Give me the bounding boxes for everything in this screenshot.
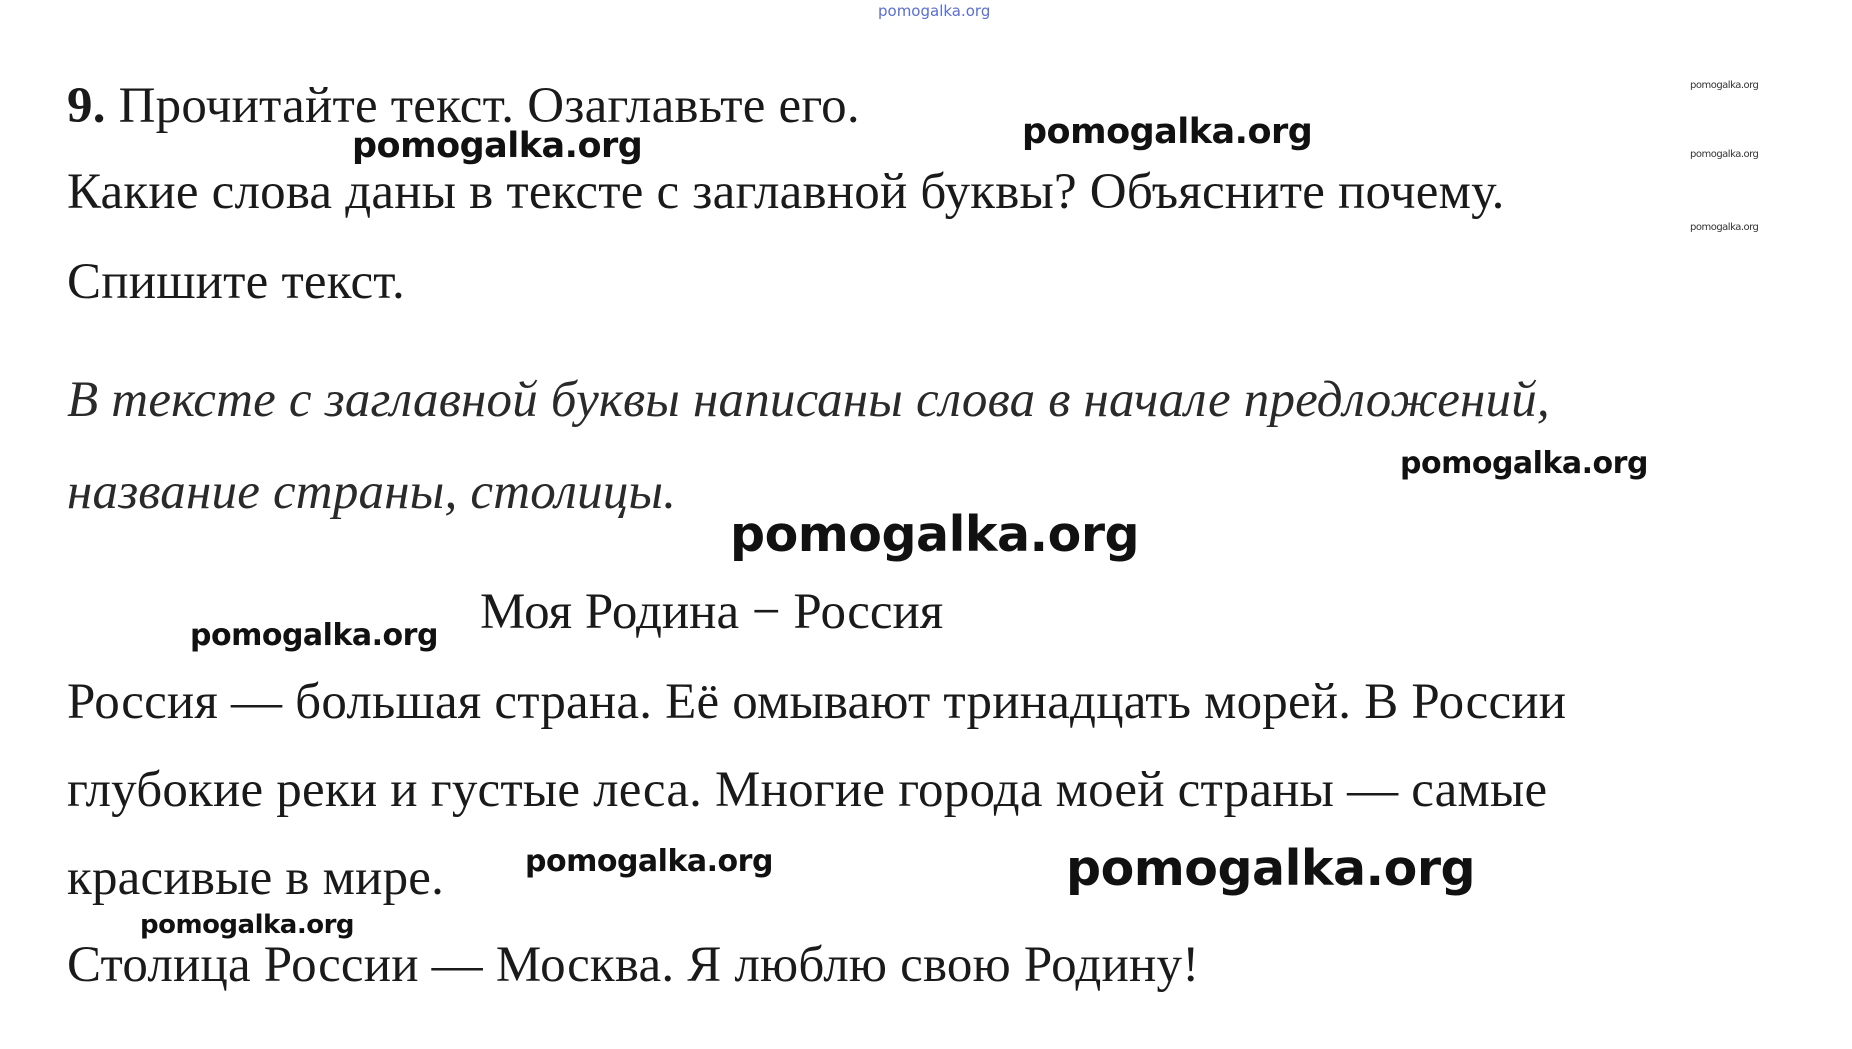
task-instruction-2: Какие слова даны в тексте с заглавной буквы? Объясните почему. <box>67 164 1505 220</box>
watermark-small-1: pomogalka.org <box>1690 80 1759 91</box>
watermark-6: pomogalka.org <box>525 844 773 879</box>
watermark-2: pomogalka.org <box>1022 112 1313 152</box>
task-instruction-3: Спишите текст. <box>67 254 405 310</box>
watermark-7: pomogalka.org <box>1066 840 1476 897</box>
text-line-2: глубокие реки и густые леса. Многие города моей страны — самые <box>67 762 1548 818</box>
task-instruction-1: Прочитайте текст. Озаглавьте его. <box>118 78 860 134</box>
watermark-small-2: pomogalka.org <box>1690 149 1759 160</box>
text-line-4: Столица России — Москва. Я люблю свою Родину! <box>67 937 1200 993</box>
text-line-3: красивые в мире. <box>67 850 445 906</box>
watermark-5: pomogalka.org <box>190 618 438 653</box>
task-number: 9. <box>67 78 106 134</box>
watermark-8: pomogalka.org <box>140 910 355 940</box>
text-title: Моя Родина − Россия <box>480 584 944 640</box>
text-line-1: Россия — большая страна. Её омывают тринадцать морей. В России <box>67 674 1567 730</box>
watermark-4: pomogalka.org <box>730 506 1140 563</box>
watermark-1: pomogalka.org <box>352 126 643 166</box>
watermark-small-3: pomogalka.org <box>1690 222 1759 233</box>
answer-line-1: В тексте с заглавной буквы написаны слова в начале предложений, <box>67 372 1550 428</box>
watermark-3: pomogalka.org <box>1400 446 1648 481</box>
answer-line-2: название страны, столицы. <box>67 464 677 520</box>
watermark-top: pomogalka.org <box>878 2 991 20</box>
